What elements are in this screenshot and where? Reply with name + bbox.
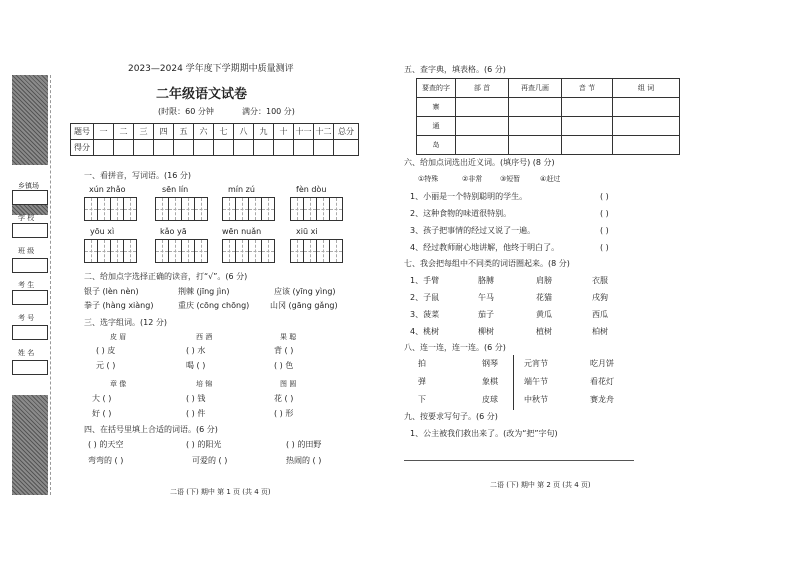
s7-r4-3: 植树 [536,327,552,336]
dict-row [417,117,680,136]
dict-cell[interactable] [509,98,562,117]
score-cell [94,140,114,156]
section6-title: 六、给加点词选出近义词。(填序号) (8 分) [404,158,555,167]
s8-c2-2: 象棋 [482,377,498,386]
s2-item-5: 重庆 (cōng chōng) [178,301,250,310]
dict-cell[interactable] [562,136,613,155]
s7-r2-2: 午马 [478,293,494,302]
field-box-township [12,190,48,205]
score-col-10: 十 [274,124,294,140]
score-col-8: 八 [234,124,254,140]
field-box-name [12,360,48,375]
s3-head-4: 章 像 [110,380,127,388]
s6-opt-3: ③短暂 [500,175,521,183]
s8-c4-3: 赛龙舟 [590,395,614,404]
score-cell [274,140,294,156]
score-cell [154,140,174,156]
dict-cell[interactable] [456,136,509,155]
s6-item-4: 4、经过教师耐心地讲解，他终于明白了。 [410,243,560,252]
exam-title: 二年级语文试卷 [156,87,248,102]
writing-grid[interactable] [155,197,208,221]
section3-title: 三、选字组词。(12 分) [84,318,167,327]
s3-head-3: 果 聪 [280,333,297,341]
s3-r4-2: ( ) 件 [186,409,206,418]
score-col-total: 总分 [334,124,359,140]
s3-r2-2: 喝 ( ) [186,361,206,370]
s8-c3-3: 中秋节 [524,395,548,404]
score-col-5: 五 [174,124,194,140]
s8-c2-1: 钢琴 [482,359,498,368]
score-table-header-row [71,124,359,140]
pinyin-5: yōu xì [90,227,115,236]
pinyin-6: kǎo yā [160,227,187,236]
s7-r3-1: 3、菠菜 [410,310,440,319]
s3-r1-1: ( ) 皮 [96,346,116,355]
pinyin-8: xiū xi [296,227,318,236]
s2-item-4: 拳子 (hàng xiàng) [84,301,154,310]
s3-head-6: 图 圆 [280,380,297,388]
s7-r2-4: 戌狗 [592,293,608,302]
dict-char: 寨 [417,98,456,117]
score-cell [194,140,214,156]
s4-6: 热闹的 ( ) [286,456,322,465]
s7-r4-4: 柏树 [592,327,608,336]
pinyin-4: fèn dòu [296,185,327,194]
dict-char: 通 [417,117,456,136]
section9-title: 九、按要求写句子。(6 分) [404,412,498,421]
s9-item-1: 1、公主被我们救出来了。(改为“把”字句) [410,429,558,438]
score-cell [334,140,359,156]
s4-3: ( ) 的田野 [286,440,322,449]
field-label-township: 乡镇场 [18,182,39,190]
dict-head-radical: 部 首 [456,79,509,98]
score-col-3: 三 [134,124,154,140]
score-row-label: 得分 [71,140,94,156]
binding-strip-top [12,75,48,165]
s2-item-3: 应该 (yīng yìng) [274,287,336,296]
field-label-school: 学 校 [18,214,35,222]
score-col-6: 六 [194,124,214,140]
field-box-school [12,223,48,238]
s8-c1-2: 弹 [418,377,426,386]
score-cell [314,140,334,156]
s6-paren-4[interactable]: ( ) [600,243,609,252]
score-cell [234,140,254,156]
field-box-exam-number [12,325,48,340]
s8-c1-3: 下 [418,395,426,404]
pinyin-1: xún zhǎo [89,185,126,194]
s6-paren-2[interactable]: ( ) [600,209,609,218]
dict-head-strokes: 再查几画 [509,79,562,98]
s4-2: ( ) 的阳光 [186,440,222,449]
s8-c4-2: 看花灯 [590,377,614,386]
s7-r1-1: 1、手臂 [410,276,440,285]
dict-cell[interactable] [509,117,562,136]
s8-c1-1: 拍 [418,359,426,368]
section8-title: 八、连一连，连一连。(6 分) [404,343,506,352]
section4-title: 四、在括号里填上合适的词语。(6 分) [84,425,218,434]
s3-r3-1: 大 ( ) [92,394,112,403]
footer-right: 二语 (下) 期中 第 2 页 (共 4 页) [490,481,591,489]
field-box-class [12,258,48,273]
score-col-2: 二 [114,124,134,140]
s3-r2-1: 元 ( ) [96,361,116,370]
section7-title: 七、我会把每组中不同类的词语圈起来。(8 分) [404,259,570,268]
s4-5: 可爱的 ( ) [192,456,228,465]
dict-row [417,136,680,155]
dict-header-row [417,79,680,98]
field-label-exam-number: 考 号 [18,314,35,322]
s7-r1-2: 胳膊 [478,276,494,285]
s7-r3-4: 西瓜 [592,310,608,319]
pinyin-3: mín zú [228,185,255,194]
s4-4: 弯弯的 ( ) [88,456,124,465]
s6-opt-4: ④赶过 [540,175,561,183]
s6-opt-2: ②非常 [462,175,483,183]
score-col-label: 题号 [71,124,94,140]
score-cell [214,140,234,156]
score-col-9: 九 [254,124,274,140]
dictionary-table [416,78,680,155]
score-col-1: 一 [94,124,114,140]
footer-left: 二语 (下) 期中 第 1 页 (共 4 页) [170,488,271,496]
s7-r2-1: 2、子鼠 [410,293,440,302]
field-label-name: 姓 名 [18,349,35,357]
pinyin-7: wēn nuǎn [222,227,262,236]
writing-grid[interactable] [84,239,137,263]
matching-divider [513,355,514,410]
dict-head-syllable: 音 节 [562,79,613,98]
s7-r3-2: 茄子 [478,310,494,319]
s6-paren-1[interactable]: ( ) [600,192,609,201]
s6-item-3: 3、孩子把事情的经过又说了一遍。 [410,226,536,235]
s8-c4-1: 吃月饼 [590,359,614,368]
field-box-candidate [12,290,48,305]
time-info: (时限：60 分钟 [158,107,214,116]
score-col-12: 十二 [314,124,334,140]
year-title: 2023—2024 学年度下学期期中质量测评 [128,64,294,74]
s8-c3-2: 端午节 [524,377,548,386]
s8-c2-3: 皮球 [482,395,498,404]
dict-cell[interactable] [562,117,613,136]
score-info: 满分：100 分) [242,107,295,116]
field-label-class: 班 级 [18,247,35,255]
dict-cell[interactable] [613,98,680,117]
score-col-7: 七 [214,124,234,140]
s3-head-1: 皮 眉 [110,333,127,341]
s2-item-6: 山冈 (gāng gǎng) [270,301,338,310]
binding-strip-bottom [12,395,48,495]
s7-r1-3: 肩膀 [536,276,552,285]
section1-title: 一、看拼音，写词语。(16 分) [84,171,191,180]
s3-r1-2: ( ) 水 [186,346,206,355]
s4-1: ( ) 的天空 [88,440,124,449]
dict-head-char: 要查的字 [417,79,456,98]
dict-row [417,98,680,117]
s3-r2-3: ( ) 色 [274,361,294,370]
s3-r3-3: 花 ( ) [274,394,294,403]
s3-r4-3: ( ) 形 [274,409,294,418]
dict-char: 岛 [417,136,456,155]
section2-title: 二、给加点字选择正确的读音，打“√”。(6 分) [84,272,248,281]
s7-r3-3: 黄瓜 [536,310,552,319]
s6-paren-3[interactable]: ( ) [600,226,609,235]
dict-cell[interactable] [613,117,680,136]
s7-r2-3: 花猫 [536,293,552,302]
s3-head-5: 培 锦 [196,380,213,388]
score-cell [134,140,154,156]
s6-opt-1: ①特殊 [418,175,439,183]
s2-item-1: 银子 (lèn nèn) [84,287,139,296]
s3-r1-3: 背 ( ) [274,346,294,355]
dict-head-words: 组 词 [613,79,680,98]
score-col-4: 四 [154,124,174,140]
s3-r3-2: ( ) 钱 [186,394,206,403]
writing-grid[interactable] [84,197,137,221]
writing-grid[interactable] [290,197,343,221]
writing-grid[interactable] [155,239,208,263]
s7-r1-4: 衣服 [592,276,608,285]
dict-cell[interactable] [456,98,509,117]
s8-c3-1: 元宵节 [524,359,548,368]
score-table [70,123,359,156]
dict-cell[interactable] [613,136,680,155]
s6-item-2: 2、这种食物的味道很特别。 [410,209,512,218]
dict-cell[interactable] [456,117,509,136]
score-cell [114,140,134,156]
writing-grid[interactable] [222,239,275,263]
s3-r4-1: 好 ( ) [92,409,112,418]
binding-dash-line [50,75,51,495]
writing-grid[interactable] [222,197,275,221]
dict-cell[interactable] [562,98,613,117]
s2-item-2: 荆棘 (jīng jìn) [178,287,230,296]
dict-cell[interactable] [509,136,562,155]
field-label-candidate: 考 生 [18,281,35,289]
answer-line[interactable] [404,460,634,461]
score-cell [294,140,314,156]
score-col-11: 十一 [294,124,314,140]
s3-head-2: 西 酒 [196,333,213,341]
pinyin-2: sēn lín [162,185,189,194]
score-cell [254,140,274,156]
writing-grid[interactable] [290,239,343,263]
s6-item-1: 1、小丽是一个特别聪明的学生。 [410,192,528,201]
s7-r4-2: 柳树 [478,327,494,336]
score-table-score-row [71,140,359,156]
score-cell [174,140,194,156]
s7-r4-1: 4、桃树 [410,327,440,336]
section5-title: 五、查字典，填表格。(6 分) [404,65,506,74]
